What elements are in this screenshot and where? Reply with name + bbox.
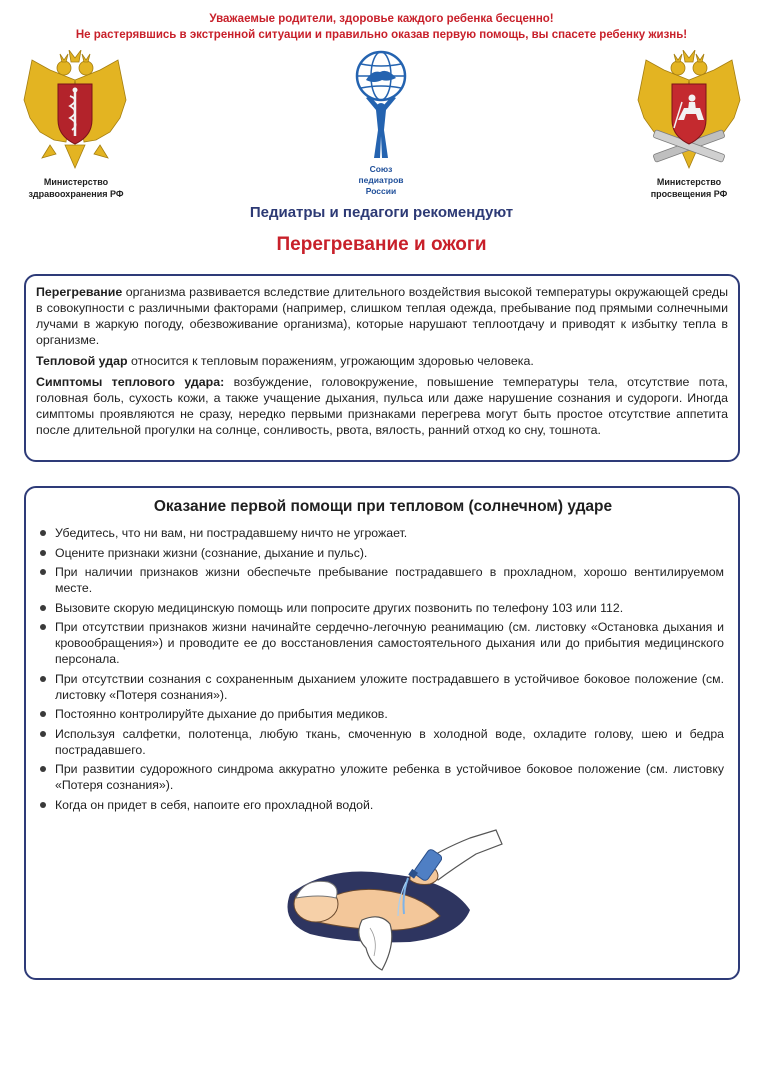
- header-intro: [0, 11, 763, 43]
- list-item: При отсутствии сознания с сохраненным дыханием уложите пострадавшего в устойчивое боковое положение (см. листовку «Потеря сознания»).: [38, 671, 728, 703]
- list-item: Оцените признаки жизни (сознание, дыхание и пульс).: [38, 545, 728, 561]
- ministry-health-label-line2: здравоохранения РФ: [28, 189, 124, 199]
- first-aid-title: Оказание первой помощи при тепловом (солнечном) ударе: [153, 498, 613, 515]
- union-label-line3: России: [365, 186, 397, 196]
- list-item: При отсутствии признаков жизни начинайте сердечно-легочную реанимацию (см. листовку «Остановка дыхания и кровообращения») и проводите ее до восстановления самостоятельного дыхания или до прибытия медицинского персонала.: [38, 619, 728, 667]
- heatstroke-paragraph: [36, 353, 728, 369]
- list-item: При наличии признаков жизни обеспечьте пребывание пострадавшего в прохладном, хорошо вентилируемом месте.: [38, 564, 728, 596]
- list-item: При развитии судорожного синдрома аккуратно уложите ребенка в устойчивое боковое положение (см. листовку «Потеря сознания»).: [38, 761, 728, 793]
- page-title: Перегревание и ожоги: [276, 234, 487, 255]
- symptoms-text: возбуждение, головокружение, повышение температуры тела, отсутствие пота, головная боль, сухость кожи, а также учащение дыхания, пульса или даже нарушение сознания и судороги. Иногда симптомы проявляются не сразу, нередко первыми признаками перегрева могут быть простое отсутствие аппетита после длительной прогулки на солнце, сонливость, рвота, вялость, ранний отход ко сну, тошнота.: [36, 375, 728, 437]
- overheating-term: Перегревание: [36, 285, 123, 299]
- first-aid-steps-list: [38, 525, 728, 813]
- overheating-paragraph: [36, 284, 728, 348]
- union-pediatricians-label: [351, 164, 411, 197]
- list-item: Постоянно контролируйте дыхание до прибытия медиков.: [38, 706, 728, 722]
- list-item: Когда он придет в себя, напоите его прохладной водой.: [38, 797, 728, 813]
- ministry-education-label: [624, 176, 754, 200]
- ministry-health-label: [14, 176, 138, 200]
- ministry-education-label-line2: просвещения РФ: [650, 189, 728, 199]
- ministry-health-emblem-icon: [20, 50, 130, 170]
- union-label-line2: педиатров: [358, 175, 404, 185]
- heatstroke-text: относится к тепловым поражениям, угрожающим здоровью человека.: [131, 354, 534, 368]
- ministry-education-label-line1: Министерство: [656, 177, 722, 187]
- list-item: Убедитесь, что ни вам, ни пострадавшему ничто не угрожает.: [38, 525, 728, 541]
- child-cooling-illustration-icon: [270, 824, 506, 979]
- symptoms-term: Симптомы теплового удара:: [36, 375, 225, 389]
- heatstroke-term: Тепловой удар: [36, 354, 128, 368]
- header-line-2: Не растерявшись в экстренной ситуации и правильно оказав первую помощь, вы спасете ребенку жизнь!: [75, 29, 688, 41]
- overheating-text: организма развивается вследствие длительного воздействия высокой температуры окружающей среды в совокупности с различными факторами (например, слишком теплая одежда, пребывание под прямыми солнечными лучами в жаркую погоду, обезвоживание организма), которые нарушают теплоотдачу и приводят к избытку тепла в организме.: [36, 285, 728, 347]
- symptoms-paragraph: [36, 374, 728, 438]
- union-label-line1: Союз: [369, 164, 393, 174]
- page-subtitle: Педиатры и педагоги рекомендуют: [249, 204, 514, 221]
- ministry-health-label-line1: Министерство: [43, 177, 109, 187]
- union-pediatricians-logo-icon: [352, 50, 410, 162]
- ministry-education-emblem-icon: [634, 50, 744, 170]
- list-item: Используя салфетки, полотенца, любую ткань, смоченную в холодной воде, охладите голову, шею и бедра пострадавшего.: [38, 726, 728, 758]
- overheating-info-box: [24, 274, 740, 462]
- header-line-1: Уважаемые родители, здоровье каждого ребенка бесценно!: [209, 13, 554, 25]
- list-item: Вызовите скорую медицинскую помощь или попросите других позвонить по телефону 103 или 112.: [38, 600, 728, 616]
